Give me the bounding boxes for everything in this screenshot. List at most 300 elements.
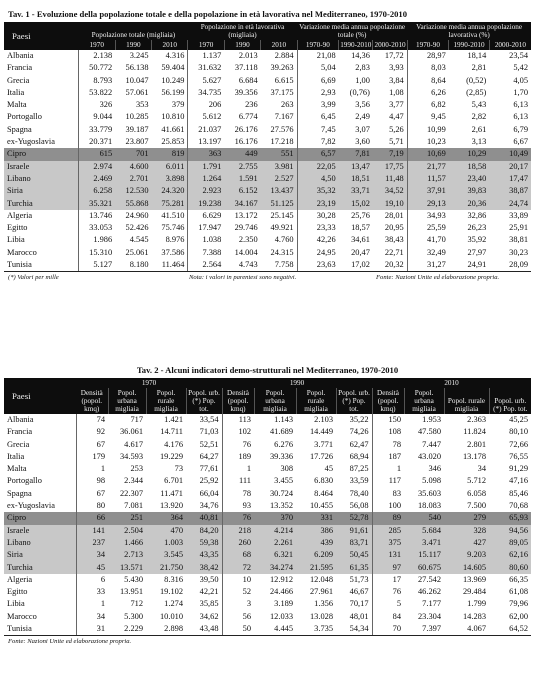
value-cell: (0,76) <box>349 87 370 97</box>
value-cell: 11.464 <box>161 260 185 270</box>
group-header: 1970 <box>76 378 222 388</box>
value-cell: 52,51 <box>199 439 219 449</box>
value-cell: 615 <box>79 148 115 160</box>
value-cell: 3.771 <box>314 439 333 449</box>
value-cell: 56.199 <box>161 87 185 97</box>
value-cell: 35,32 <box>297 185 339 197</box>
value-cell: 6.774 <box>238 112 258 122</box>
country-cell: ex-Yugoslavia <box>7 501 55 511</box>
value-cell: 76 <box>222 512 254 524</box>
country-cell: Francia <box>7 63 33 73</box>
value-cell: 2.898 <box>164 624 183 634</box>
value-cell: 2,49 <box>355 112 370 122</box>
table-row <box>4 247 531 259</box>
value-cell: 33,89 <box>509 210 528 220</box>
value-cell: 7,45 <box>297 124 339 136</box>
value-cell: 24,74 <box>489 198 531 210</box>
value-cell: 328 <box>444 525 489 537</box>
value-cell: 38,81 <box>509 235 528 245</box>
value-cell: 1.953 <box>422 415 441 424</box>
value-cell: 71,03 <box>199 427 219 437</box>
value-cell: 263 <box>281 100 294 110</box>
country-cell: Malta <box>7 100 27 110</box>
value-cell: 11,57 <box>407 173 449 185</box>
column-header: 2000-2010 <box>489 40 531 50</box>
value-cell: 29.484 <box>462 587 486 597</box>
value-cell: 24.960 <box>125 210 149 220</box>
value-cell: 13.951 <box>119 587 143 597</box>
country-cell: Tunisia <box>7 260 32 270</box>
value-cell: 5.430 <box>124 574 143 584</box>
value-cell: 10.249 <box>161 75 185 85</box>
value-cell: 43,35 <box>186 549 222 561</box>
value-cell: 6.011 <box>152 161 188 173</box>
value-cell: 10.455 <box>309 501 333 511</box>
value-cell: 1 <box>76 463 108 475</box>
value-cell: 41.661 <box>161 124 185 134</box>
value-cell: 34,61 <box>351 235 370 245</box>
value-cell: 35.603 <box>417 488 441 498</box>
value-cell: 52,78 <box>336 512 372 524</box>
value-cell: 39,50 <box>199 574 219 584</box>
value-cell: 10.810 <box>161 112 185 122</box>
value-cell: 3,07 <box>355 124 370 134</box>
value-cell: 449 <box>224 148 260 160</box>
value-cell: 5.684 <box>404 525 444 537</box>
table-row <box>4 574 531 586</box>
value-cell: 76 <box>372 586 404 598</box>
value-cell: 3.735 <box>314 624 333 634</box>
value-cell: 36.061 <box>119 427 143 437</box>
value-cell: 14,36 <box>351 51 370 60</box>
value-cell: 21.750 <box>146 562 186 574</box>
value-cell: 1.003 <box>146 537 186 549</box>
value-cell: 10,69 <box>407 148 449 160</box>
value-cell: 13.437 <box>261 185 297 197</box>
table-2-column-header <box>4 388 531 414</box>
value-cell: 6.209 <box>296 549 336 561</box>
value-cell: 34.593 <box>119 451 143 461</box>
value-cell: 8.976 <box>165 235 185 245</box>
value-cell: 18,57 <box>351 223 370 233</box>
value-cell: 23.807 <box>125 137 149 147</box>
value-cell: 237 <box>76 537 108 549</box>
table-row <box>4 549 531 561</box>
value-cell: 52 <box>222 586 254 598</box>
value-cell: 79,96 <box>509 599 528 609</box>
country-cell: Israele <box>4 161 79 173</box>
table-row <box>4 173 531 185</box>
value-cell: 2.344 <box>124 476 143 486</box>
value-cell: 97 <box>372 562 404 574</box>
value-cell: 8.316 <box>164 574 183 584</box>
value-cell: 14.283 <box>462 611 486 621</box>
value-cell: 253 <box>130 464 143 474</box>
value-cell: 8.793 <box>79 75 115 87</box>
value-cell: 1 <box>76 598 108 610</box>
country-cell: Marocco <box>7 611 37 621</box>
value-cell: 3.898 <box>152 173 188 185</box>
value-cell: 45 <box>324 464 333 474</box>
value-cell: 6.830 <box>314 476 333 486</box>
table-2-grid <box>4 378 531 635</box>
value-cell: 17,02 <box>351 260 370 270</box>
value-cell: 3.981 <box>261 161 297 173</box>
value-cell: 8,64 <box>407 75 449 87</box>
column-header: Popol. urb. (*) Pop. tot. <box>489 388 531 414</box>
value-cell: 33,71 <box>339 185 373 197</box>
value-cell: 25,76 <box>351 210 370 220</box>
value-cell: 551 <box>261 148 297 160</box>
column-header: Densità (popol. kmq) <box>76 388 108 414</box>
value-cell: 117 <box>372 475 404 487</box>
value-cell: 7.758 <box>274 260 294 270</box>
column-header: Popol. urb. (*) Pop. tot. <box>186 388 222 414</box>
value-cell: 4.743 <box>238 260 258 270</box>
value-cell: 15,02 <box>339 198 373 210</box>
footnote: Nota: i valori in parentesi sono negativi. <box>189 274 297 282</box>
value-cell: 6 <box>76 574 108 586</box>
table-row <box>4 198 531 210</box>
value-cell: 5.127 <box>79 259 115 271</box>
table-row <box>4 99 531 111</box>
table-1-body <box>4 50 531 271</box>
value-cell: 21,08 <box>297 50 339 62</box>
value-cell: 47,16 <box>509 476 528 486</box>
value-cell: 24,91 <box>467 260 487 270</box>
value-cell: 2.261 <box>254 537 296 549</box>
group-header: Popolazione in età lavorativa (migliaia) <box>188 22 297 40</box>
value-cell: 35,85 <box>199 599 219 609</box>
value-cell: 111 <box>222 475 254 487</box>
column-header: 1990-2010 <box>340 41 372 49</box>
value-cell: 76 <box>222 439 254 451</box>
value-cell: 2.564 <box>188 259 224 271</box>
value-cell: 77,61 <box>199 464 219 474</box>
group-header: 2010 <box>372 378 531 388</box>
value-cell: 3.455 <box>274 476 293 486</box>
value-cell: 73 <box>174 464 183 474</box>
value-cell: 370 <box>254 512 296 524</box>
value-cell: 1,70 <box>513 87 528 97</box>
value-cell: 21.595 <box>296 562 336 574</box>
value-cell: 8.464 <box>314 488 333 498</box>
value-cell: 40,81 <box>186 512 222 524</box>
value-cell: 26.176 <box>234 124 258 134</box>
value-cell: 4.214 <box>254 525 296 537</box>
value-cell: 35.321 <box>79 198 115 210</box>
table-row <box>4 598 531 610</box>
value-cell: 6,82 <box>407 99 449 111</box>
value-cell: 30,23 <box>509 247 528 257</box>
value-cell: 20,36 <box>449 198 490 210</box>
value-cell: 6.258 <box>79 185 115 197</box>
value-cell: 76,55 <box>509 451 528 461</box>
value-cell: 3,13 <box>471 137 487 147</box>
value-cell: 3.545 <box>146 549 186 561</box>
table-row <box>4 210 531 222</box>
value-cell: 4.617 <box>124 439 143 449</box>
value-cell: 236 <box>245 100 258 110</box>
value-cell: 218 <box>222 525 254 537</box>
value-cell: 5,26 <box>389 124 404 134</box>
value-cell: 94,56 <box>489 525 531 537</box>
column-header: 1970-90 <box>297 40 339 50</box>
value-cell: 6,79 <box>513 124 528 134</box>
value-cell: 21.037 <box>188 124 224 136</box>
value-cell: 1.791 <box>188 161 224 173</box>
value-cell: 34,76 <box>199 501 219 511</box>
value-cell: (2,85) <box>466 87 487 97</box>
value-cell: 68 <box>222 549 254 561</box>
value-cell: 2.713 <box>108 549 146 561</box>
table-row <box>4 75 531 87</box>
value-cell: 17.218 <box>270 137 294 147</box>
value-cell: 84 <box>372 611 404 623</box>
value-cell: 35,22 <box>349 415 369 424</box>
value-cell: 2,61 <box>471 124 487 134</box>
value-cell: 33,54 <box>199 415 219 424</box>
value-cell: 20,17 <box>489 161 531 173</box>
table-row <box>4 537 531 549</box>
value-cell: 74 <box>76 414 108 426</box>
value-cell: 34,62 <box>199 611 219 621</box>
value-cell: 33,59 <box>349 476 369 486</box>
value-cell: 13.920 <box>159 501 183 511</box>
value-cell: 279 <box>444 512 489 524</box>
value-cell: 13.746 <box>79 210 115 222</box>
value-cell: 100 <box>372 500 404 512</box>
value-cell: 78,40 <box>349 488 369 498</box>
country-cell: Grecia <box>7 439 30 449</box>
value-cell: 17,72 <box>384 51 404 60</box>
column-header: Popol. urb. (*) Pop. tot. <box>336 388 372 414</box>
column-header: Popol. rurale migliaia <box>146 388 186 414</box>
column-header: 1970-90 <box>407 40 449 50</box>
value-cell: 113 <box>222 414 254 426</box>
value-cell: 5,71 <box>389 137 404 147</box>
value-cell: 45 <box>76 562 108 574</box>
value-cell: 6,13 <box>513 112 528 122</box>
value-cell: 1.038 <box>188 234 224 246</box>
value-cell: 2,82 <box>471 112 487 122</box>
value-cell: 6.058 <box>467 488 486 498</box>
value-cell: 18,58 <box>449 161 490 173</box>
value-cell: 363 <box>188 148 224 160</box>
value-cell: 3,84 <box>389 75 404 85</box>
value-cell: 6,57 <box>297 148 339 160</box>
value-cell: 39,83 <box>449 185 490 197</box>
value-cell: 1.466 <box>108 537 146 549</box>
country-cell: Italia <box>7 451 25 461</box>
value-cell: 2.138 <box>79 50 115 62</box>
value-cell: 67 <box>76 488 108 500</box>
value-cell: 34,93 <box>407 210 449 222</box>
value-cell: 83 <box>372 488 404 500</box>
value-cell: 67 <box>76 439 108 451</box>
value-cell: 20,32 <box>384 260 404 270</box>
table-row <box>4 222 531 234</box>
value-cell: 23,19 <box>297 198 339 210</box>
value-cell: 80 <box>76 500 108 512</box>
value-cell: 17,47 <box>489 173 531 185</box>
value-cell: 5 <box>372 598 404 610</box>
table-2 <box>4 362 531 650</box>
value-cell: 10,49 <box>489 148 531 160</box>
value-cell: 2.801 <box>467 439 486 449</box>
value-cell: 6.684 <box>238 75 258 85</box>
value-cell: 439 <box>296 537 336 549</box>
value-cell: 21,77 <box>407 161 449 173</box>
value-cell: 10.285 <box>125 112 149 122</box>
value-cell: 5.712 <box>467 476 486 486</box>
value-cell: 4.545 <box>129 235 149 245</box>
value-cell: 375 <box>372 537 404 549</box>
country-cell: Libia <box>7 235 25 245</box>
value-cell: 46.262 <box>417 587 441 597</box>
value-cell: 84,20 <box>186 525 222 537</box>
value-cell: 5.612 <box>188 111 224 123</box>
country-cell: Egitto <box>7 223 28 233</box>
value-cell: 13.028 <box>309 611 333 621</box>
value-cell: 4.316 <box>165 51 185 60</box>
value-cell: 19,10 <box>373 198 407 210</box>
value-cell: 34.274 <box>254 562 296 574</box>
value-cell: 10.010 <box>159 611 183 621</box>
column-header: Densità (popol. kmq) <box>222 388 254 414</box>
table-row <box>4 512 531 524</box>
country-cell: Italia <box>7 87 25 97</box>
value-cell: 27.961 <box>309 587 333 597</box>
value-cell: 33 <box>76 586 108 598</box>
value-cell: 2.884 <box>274 51 294 60</box>
table-1-footnotes <box>4 271 531 286</box>
value-cell: 5,43 <box>471 100 487 110</box>
country-cell: Marocco <box>7 247 37 257</box>
value-cell: 29,13 <box>407 198 449 210</box>
table-2-title: Tav. 2 - Alcuni indicatori demo-strutturali nel Mediterraneo, 1970-2010 <box>136 365 399 375</box>
table-row <box>4 111 531 123</box>
value-cell: 56.138 <box>125 63 149 73</box>
value-cell: 260 <box>222 537 254 549</box>
value-cell: 23,33 <box>297 222 339 234</box>
value-cell: 83,71 <box>336 537 372 549</box>
value-cell: (0,52) <box>466 75 487 85</box>
value-cell: 34 <box>76 549 108 561</box>
value-cell: 2.363 <box>467 415 486 424</box>
value-cell: 25.853 <box>161 137 185 147</box>
country-cell: Israele <box>4 525 76 537</box>
value-cell: 38,42 <box>186 562 222 574</box>
value-cell: 64,27 <box>199 451 219 461</box>
value-cell: 27,97 <box>467 247 487 257</box>
value-cell: 50,45 <box>336 549 372 561</box>
value-cell: 85,46 <box>509 488 528 498</box>
value-cell: 80,10 <box>509 427 528 437</box>
group-header: Variazione media annua popolazione totale (%) <box>297 22 407 40</box>
country-cell: Cipro <box>4 512 76 524</box>
value-cell: 30,28 <box>297 210 339 222</box>
value-cell: 30.724 <box>269 488 293 498</box>
value-cell: 4.760 <box>274 235 294 245</box>
value-cell: 2.469 <box>79 173 115 185</box>
value-cell: 23.304 <box>417 611 441 621</box>
value-cell: 9,45 <box>407 111 449 123</box>
value-cell: 712 <box>130 599 143 609</box>
table-row <box>4 611 531 623</box>
column-header: Densità (popol. kmq) <box>372 388 404 414</box>
value-cell: 72 <box>222 562 254 574</box>
value-cell: 10.047 <box>125 75 149 85</box>
value-cell: 1.274 <box>164 599 183 609</box>
table-1 <box>4 6 531 286</box>
value-cell: 2,83 <box>355 63 370 73</box>
row-header: Paesi <box>4 22 79 50</box>
value-cell: 102 <box>222 426 254 438</box>
value-cell: 1 <box>222 463 254 475</box>
value-cell: 41.510 <box>161 210 185 220</box>
column-header: 2000-2010 <box>374 41 406 49</box>
value-cell: 2.103 <box>314 415 333 424</box>
country-cell: Libano <box>4 173 79 185</box>
value-cell: 179 <box>76 451 108 463</box>
value-cell: 5.098 <box>422 476 441 486</box>
value-cell: 13.178 <box>462 451 486 461</box>
value-cell: 7,82 <box>297 136 339 148</box>
value-cell: 17 <box>372 574 404 586</box>
value-cell: 18,14 <box>467 51 487 60</box>
value-cell: 331 <box>296 512 336 524</box>
value-cell: 46,67 <box>349 587 369 597</box>
value-cell: 23,54 <box>509 51 528 60</box>
value-cell: 353 <box>135 100 149 110</box>
value-cell: 33.053 <box>79 222 115 234</box>
country-cell: Siria <box>4 185 79 197</box>
value-cell: 7,81 <box>339 148 373 160</box>
table-row <box>4 562 531 574</box>
value-cell: 717 <box>130 415 143 424</box>
value-cell: 64,52 <box>509 624 528 634</box>
value-cell: 60.675 <box>404 562 444 574</box>
value-cell: 27.576 <box>270 124 294 134</box>
row-header: Paesi <box>4 378 76 414</box>
value-cell: 1,00 <box>355 75 370 85</box>
value-cell: 285 <box>372 525 404 537</box>
value-cell: 3,99 <box>297 99 339 111</box>
table-row <box>4 87 531 99</box>
table-2-group-header <box>4 378 531 388</box>
value-cell: 62,00 <box>509 611 528 621</box>
table-row <box>4 525 531 537</box>
value-cell: 15.310 <box>79 247 115 259</box>
country-cell: Algeria <box>7 210 33 220</box>
table-row <box>4 185 531 197</box>
table-row <box>4 451 531 463</box>
value-cell: 47.580 <box>417 427 441 437</box>
table-row <box>4 136 531 148</box>
value-cell: 87,25 <box>349 464 369 474</box>
value-cell: 33.779 <box>79 124 115 136</box>
value-cell: 6.615 <box>274 75 294 85</box>
value-cell: 34.167 <box>224 198 260 210</box>
value-cell: 49.921 <box>270 223 294 233</box>
country-cell: Libano <box>4 537 76 549</box>
table-row <box>4 50 531 62</box>
value-cell: 2,81 <box>471 63 487 73</box>
value-cell: 5,42 <box>513 63 528 73</box>
value-cell: 10 <box>222 574 254 586</box>
value-cell: 1.356 <box>314 599 333 609</box>
